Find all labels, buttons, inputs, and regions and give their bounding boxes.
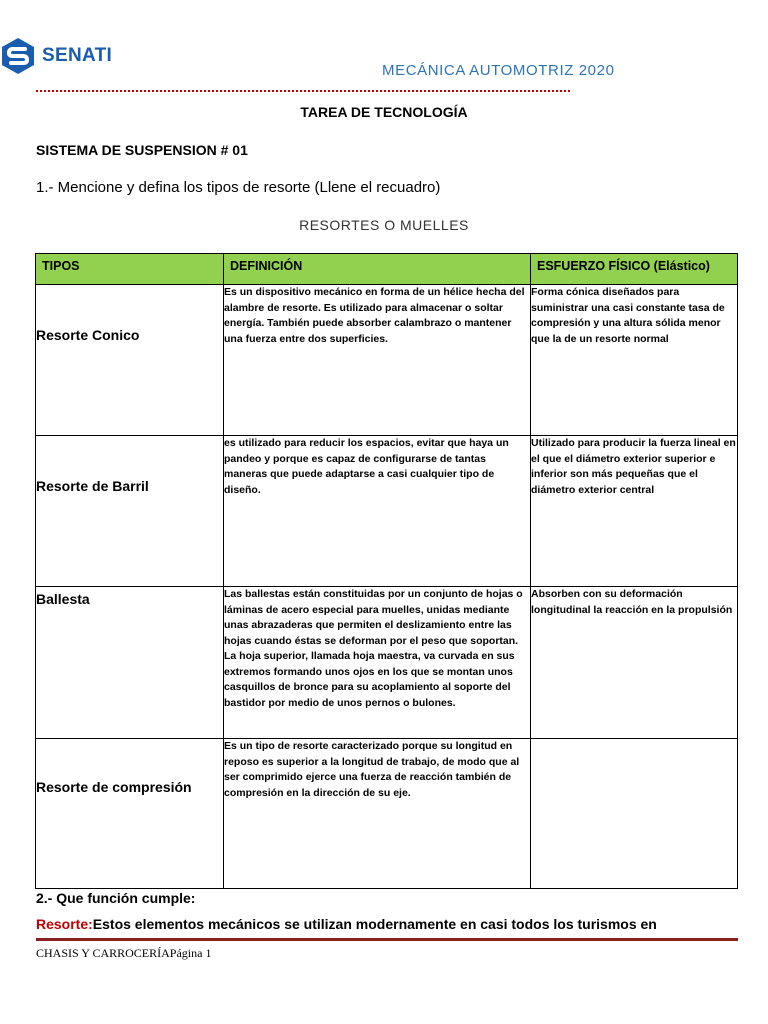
table-row [36,587,738,739]
senati-logo-icon [0,36,36,76]
column-header-esfuerzo: ESFUERZO FÍSICO (Elástico) [531,254,738,285]
page-footer: CHASIS Y CARROCERÍAPágina 1 [36,946,212,960]
column-header-definicion: DEFINICIÓN [224,254,531,285]
answer-label: Resorte: [36,916,93,932]
table-title: RESORTES O MUELLES [299,217,469,233]
effort-cell: Forma cónica diseñados para suministrar una casi constante tasa de compresión y una altura sólida menor que la de un resorte normal [531,285,738,436]
logo-text: SENATI [42,45,113,66]
type-label: Resorte de Barril [36,478,149,494]
definition-cell: Es un tipo de resorte caracterizado porque su longitud en reposo es superior a la longitud de trabajo, de modo que al ser comprimido ejerce una fuerza de reacción también de compresión en la dirección de su eje. [224,739,531,889]
page-title: TAREA DE TECNOLOGÍA [300,104,468,120]
question-1: 1.- Mencione y defina los tipos de resorte (Llene el recuadro) [36,179,441,196]
type-cell [36,587,224,739]
effort-cell: Absorben con su deformación longitudinal la reacción en la propulsión [531,587,738,739]
definition-cell: Las ballestas están constituidas por un conjunto de hojas o láminas de acero especial para muelles, unidas mediante unas abrazaderas que permiten el deslizamiento entre las hojas cuando éstas se deforman por el peso que soportan. La hoja superior, llamada hoja maestra, va curvada en sus extremos formando unos ojos en los que se montan unos casquillos de bronce para su acoplamiento al soporte del bastidor por medio de unos pernos o bulones. [224,587,531,739]
question-2: 2.- Que función cumple: [36,890,196,906]
course-title: MECÁNICA AUTOMOTRIZ 2020 [382,62,615,79]
type-label: Resorte de compresión [36,779,192,795]
answer-text [36,916,657,932]
effort-cell [531,739,738,889]
header-divider [36,90,570,92]
effort-cell: Utilizado para producir la fuerza lineal en el que el diámetro exterior superior e inferior son más pequeñas que el diámetro exterior central [531,436,738,587]
footer-divider [36,938,738,941]
table-row [36,285,738,436]
springs-table [35,253,738,889]
column-header-tipos: TIPOS [36,254,224,285]
type-label: Ballesta [36,591,90,607]
answer-body: Estos elementos mecánicos se utilizan modernamente en casi todos los turismos en [92,916,657,932]
senati-logo [0,36,112,76]
section-subtitle: SISTEMA DE SUSPENSION # 01 [36,142,248,158]
table-row [36,436,738,587]
type-cell [36,436,224,587]
type-label: Resorte Conico [36,327,140,343]
table-row [36,739,738,889]
type-cell [36,739,224,889]
definition-cell: Es un dispositivo mecánico en forma de un hélice hecha del alambre de resorte. Es utilizado para almacenar o soltar energía. También puede absorber calambrazo o mantener una fuerza entre dos superficies. [224,285,531,436]
table-header-row [36,254,738,285]
type-cell [36,285,224,436]
definition-cell: es utilizado para reducir los espacios, evitar que haya un pandeo y porque es capaz de configurarse de tantas maneras que puede adaptarse a casi cualquier tipo de diseño. [224,436,531,587]
